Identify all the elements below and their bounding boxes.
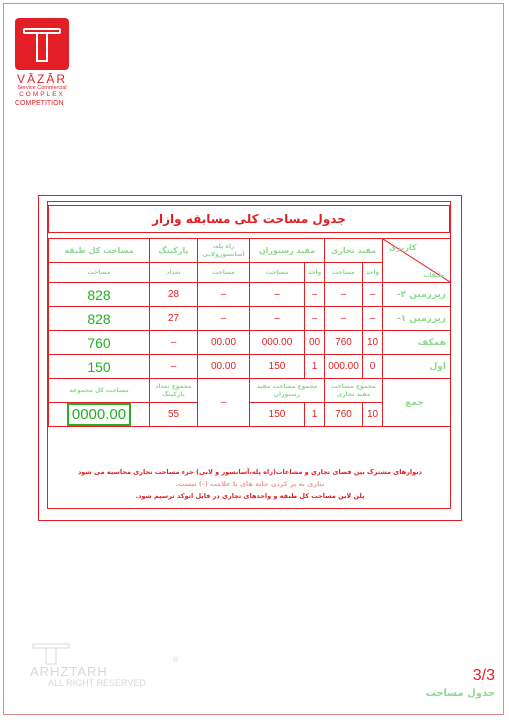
commercial-unit: 0 <box>363 355 383 379</box>
summary-restaurant-label: مجموع مساحت مفید رستوران <box>250 379 325 403</box>
table-title-box <box>48 205 450 233</box>
note-line-3: پلن لاین مساحت کل طبقه و واحدهای تجاری در فایل اتوکد ترسیم شود. <box>135 492 365 500</box>
notes <box>60 466 440 502</box>
commercial-unit: – <box>363 283 383 307</box>
commercial-area: 760 <box>325 331 363 355</box>
watermark-subtitle: ALL RIGHT RESERVED <box>48 678 146 688</box>
floor-total-area: 150 <box>49 355 150 379</box>
floor-total-area: 828 <box>49 307 150 331</box>
summary-parking-label: مجموع تعداد پارکینگ <box>150 379 198 403</box>
restaurant-unit: 00 <box>305 331 325 355</box>
page-label: جدول مساحت <box>425 688 495 699</box>
parking-count-header: تعداد <box>150 263 198 283</box>
table-title: جدول مساحت کلی مسابقه وازار <box>152 212 346 226</box>
restaurant-unit: 1 <box>305 355 325 379</box>
table-row <box>49 283 451 307</box>
area-table <box>48 238 451 427</box>
stairs-area: – <box>198 307 250 331</box>
logo-subtitle: Service Commercial <box>17 85 67 91</box>
summary-total-cell <box>49 403 150 427</box>
table-row <box>49 307 451 331</box>
restaurant-area: – <box>250 307 305 331</box>
summary-restaurant-area: 150 <box>250 403 305 427</box>
summary-parking-count: 55 <box>150 403 198 427</box>
logo-name: VĀZĀR <box>16 72 67 86</box>
parking-count: 27 <box>150 307 198 331</box>
summary-commercial-label: مجموع مساحت مفید تجاری <box>325 379 383 403</box>
logo-complex: COMPLEX <box>19 91 65 98</box>
note-line-2: نیازی به پر کردن خانه های با علامت (–) نیست. <box>175 480 325 488</box>
commercial-unit-header: واحد <box>363 263 383 283</box>
floor-total-area: 828 <box>49 283 150 307</box>
commercial-area: – <box>325 283 363 307</box>
stairs-area: 00.00 <box>198 331 250 355</box>
summary-total-area: 0000.00 <box>67 403 131 426</box>
restaurant-unit-header: واحد <box>305 263 325 283</box>
floors-header: طبقات <box>423 272 444 279</box>
floor-label: زیرزمین ۱- <box>383 307 451 331</box>
note-line-1: دیوارهای مشترک بین فضای تجاری و مشاعات(راه پله،آسانسور و لابی) جزء مساحت تجاری محاسبه می شود <box>77 468 423 476</box>
commercial-header: مفید تجاری <box>325 239 383 263</box>
floor-label: همکف <box>383 331 451 355</box>
stairs-area-header: مساحت <box>198 263 250 283</box>
watermark-logo-icon <box>32 642 72 666</box>
page-number: 3/3 <box>472 667 495 684</box>
table-row <box>49 355 451 379</box>
summary-commercial-area: 760 <box>325 403 363 427</box>
stairs-area: – <box>198 283 250 307</box>
stairs-header: راه پله، آسانسورولابی <box>198 239 250 263</box>
registered-mark: ® <box>172 656 179 664</box>
restaurant-header: مفید رستوران <box>250 239 325 263</box>
summary-stairs: – <box>198 379 250 427</box>
summary-label: جمع <box>383 379 451 427</box>
commercial-area: 000.00 <box>325 355 363 379</box>
usage-header: کاربری <box>389 243 417 252</box>
summary-total-label: مساحت کل مجموعه <box>49 379 150 403</box>
parking-header: پارکینگ <box>150 239 198 263</box>
total-area-header: مساحت کل طبقه <box>49 239 150 263</box>
logo-competition: COMPETITION <box>15 100 64 107</box>
restaurant-area: – <box>250 283 305 307</box>
parking-count: 28 <box>150 283 198 307</box>
restaurant-unit: – <box>305 283 325 307</box>
watermark-name: ARHZTARH <box>30 664 108 679</box>
table-row <box>49 331 451 355</box>
stairs-area: 00.00 <box>198 355 250 379</box>
summary-restaurant-unit: 1 <box>305 403 325 427</box>
parking-count: – <box>150 331 198 355</box>
restaurant-area: 150 <box>250 355 305 379</box>
logo-icon <box>15 18 69 70</box>
floor-label: اول <box>383 355 451 379</box>
summary-label-row <box>49 379 451 403</box>
commercial-area-header: مساحت <box>325 263 363 283</box>
summary-commercial-unit: 10 <box>363 403 383 427</box>
parking-count: – <box>150 355 198 379</box>
usage-floor-header <box>383 239 451 283</box>
vazar-logo <box>15 18 69 108</box>
commercial-area: – <box>325 307 363 331</box>
floor-label: زیرزمین ۲- <box>383 283 451 307</box>
floor-total-area: 760 <box>49 331 150 355</box>
commercial-unit: – <box>363 307 383 331</box>
restaurant-area: 000.00 <box>250 331 305 355</box>
restaurant-unit: – <box>305 307 325 331</box>
restaurant-area-header: مساحت <box>250 263 305 283</box>
arhztarh-watermark <box>30 642 180 692</box>
commercial-unit: 10 <box>363 331 383 355</box>
total-area-sub-header: مساحت <box>49 263 150 283</box>
